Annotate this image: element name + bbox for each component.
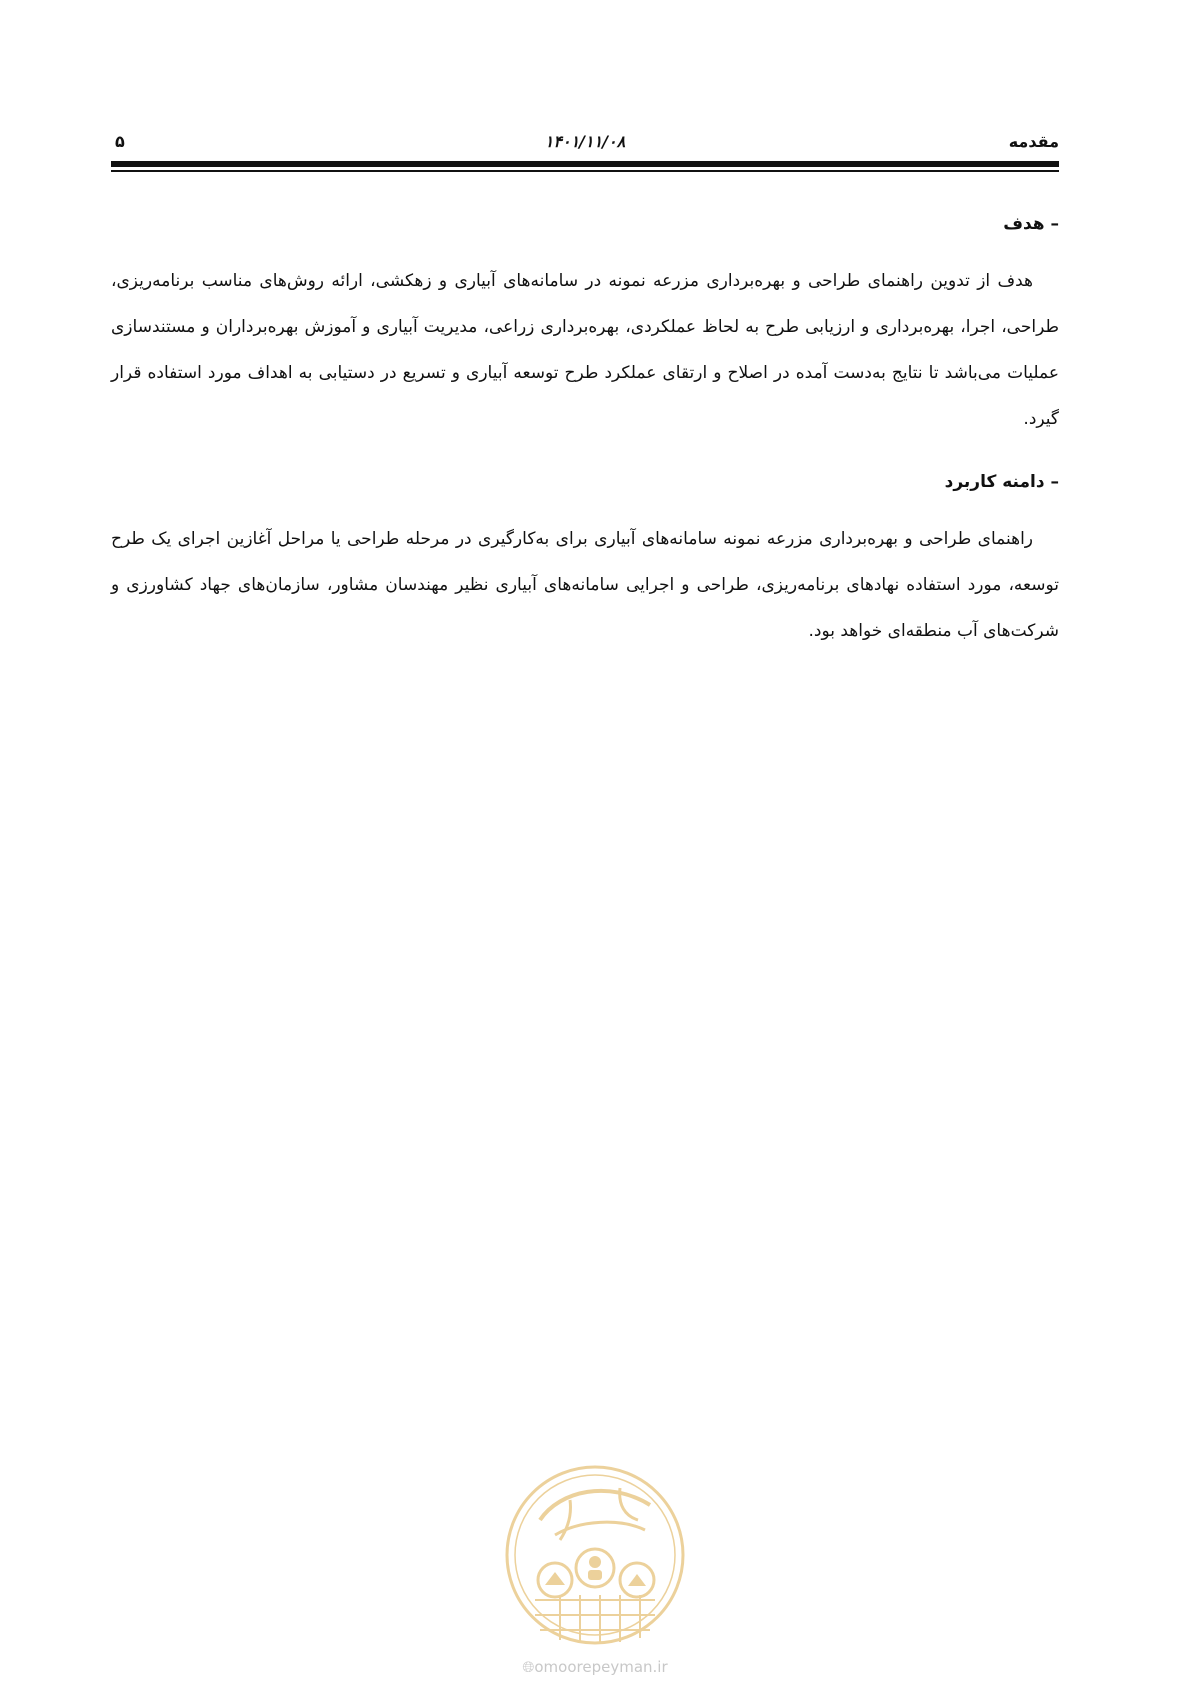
page-header <box>111 128 1059 156</box>
page-content <box>111 210 1059 680</box>
watermark-url <box>500 1658 690 1676</box>
watermark-logo <box>500 1450 690 1660</box>
header-date: ۱۴۰۱/۱۱/۰۸ <box>544 132 626 151</box>
section-scope <box>111 468 1059 654</box>
header-page-number: ۵ <box>115 132 125 151</box>
watermark-url-text: omoorepeyman.ir <box>534 1658 668 1676</box>
section-paragraph-scope: راهنمای طراحی و بهره‌برداری مزرعه نمونه سامانه‌های آبیاری برای به‌کارگیری در مرحله طراحی یا مراحل آغازین اجرای یک طرح توسعه، مورد استفاده نهادهای برنامه‌ریزی، طراحی و اجرایی سامانه‌های آبیاری نظیر مهندسان مشاور، سازمان‌های جهاد کشاورزی و شرکت‌های آب منطقه‌ای خواهد بود. <box>111 529 1059 641</box>
section-title-goal: – هدف <box>1003 214 1059 234</box>
globe-icon: 🌐︎ <box>522 1658 535 1676</box>
section-title-scope: – دامنه کاربرد <box>944 472 1059 492</box>
header-rule-thick <box>111 161 1059 167</box>
section-goal <box>111 210 1059 442</box>
header-section-label: مقدمه <box>1008 132 1059 151</box>
header-rule-thin <box>111 170 1059 172</box>
section-paragraph-goal: هدف از تدوین راهنمای طراحی و بهره‌برداری مزرعه نمونه در سامانه‌های آبیاری و زهکشی، ارائه روش‌های مناسب برنامه‌ریزی، طراحی، اجرا، بهره‌برداری و ارزیابی طرح به لحاظ عملکردی، بهره‌برداری زراعی، مدیریت آبیاری و آموزش بهره‌برداران و مستندسازی عملیات می‌باشد تا نتایج به‌دست آمده در اصلاح و ارتقای عملکرد طرح توسعه آبیاری و تسریع در دستیابی به اهداف مورد استفاده قرار گیرد. <box>111 271 1059 429</box>
